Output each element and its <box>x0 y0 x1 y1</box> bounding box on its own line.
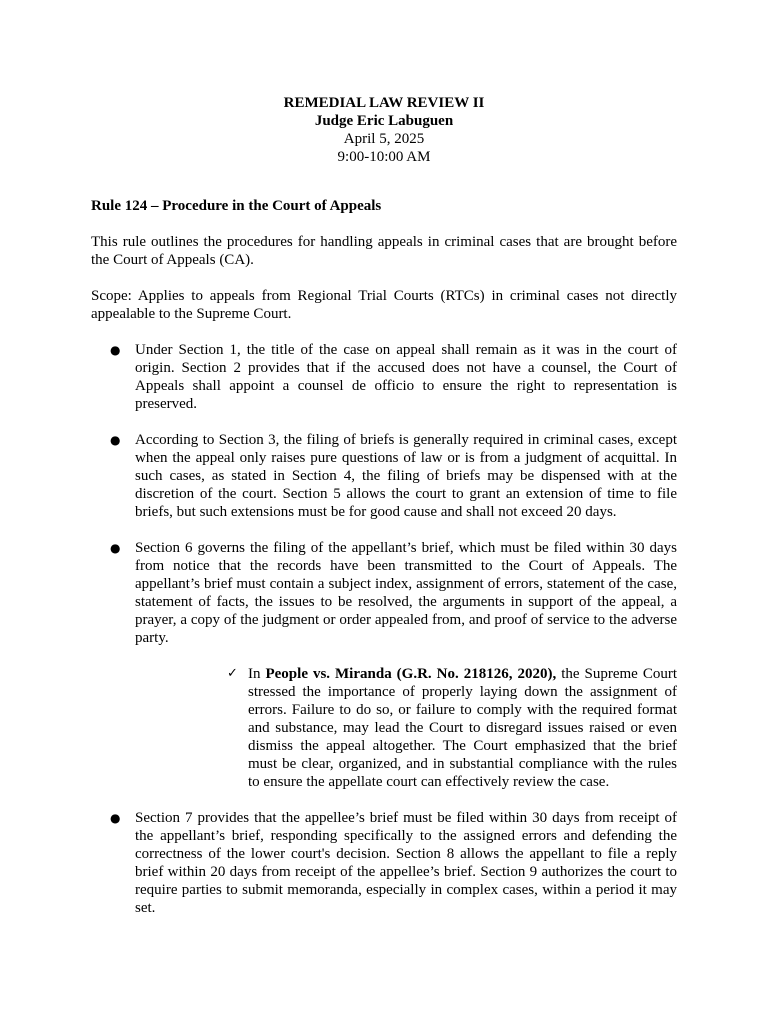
lecture-time: 9:00-10:00 AM <box>337 149 431 165</box>
judge-name: Judge Eric Labuguen <box>314 113 454 129</box>
list-item-text: Under Section 1, the title of the case on appeal shall remain as it was in the court of origin. Section 2 provides that if the accused does not have a counsel, the Court of Appeals shall appoint a counsel de officio to ensure the right to representation is preserved. <box>135 342 677 412</box>
case-note-text: the Supreme Court stressed the importance of properly laying down the assignment of errors. Failure to do so, or failure to comply with the required format and substance, may lead the Court to disregard issues raised or even dismiss the appeal altogether. The Court emphasized that the brief must be clear, organized, and in substantial compliance with the rules to ensure the appellate court can effectively review the case. <box>248 666 677 790</box>
list-item <box>91 809 677 917</box>
section-title: Rule 124 – Procedure in the Court of Appeals <box>91 198 382 214</box>
list-item-text: Section 6 governs the filing of the appellant’s brief, which must be filed within 30 days from notice that the records have been transmitted to the Court of Appeals. The appellant’s brief must contain a subject index, assignment of errors, statement of the case, statement of facts, the issues to be resolved, the arguments in support of the appeal, a prayer, a copy of the judgment or order appealed from, and proof of service to the adverse party. <box>135 540 677 646</box>
list-item <box>91 341 677 413</box>
checkmark-icon: ✓ <box>227 666 238 681</box>
lecture-date: April 5, 2025 <box>343 131 425 147</box>
document-page <box>91 94 677 935</box>
list-item-text: Section 7 provides that the appellee’s brief must be filed within 30 days from receipt of the appellant’s brief, responding specifically to the assigned errors and defending the correctness of the lower court's decision. Section 8 allows the appellant to file a reply brief within 20 days from receipt of the appellee’s brief. Section 9 authorizes the court to require parties to submit memoranda, especially in complex cases, within a period it may set. <box>135 810 677 916</box>
list-item <box>91 431 677 521</box>
intro-paragraph: This rule outlines the procedures for handling appeals in criminal cases that are brought before the Court of Appeals (CA). <box>91 234 677 268</box>
case-note-prefix: In <box>248 666 266 682</box>
document-header <box>91 94 677 166</box>
list-item <box>91 539 677 791</box>
list-item-text: According to Section 3, the filing of briefs is generally required in criminal cases, except when the appeal only raises pure questions of law or is from a judgment of acquittal. In such cases, as stated in Section 4, the filing of briefs may be dispensed with at the discretion of the court. Section 5 allows the court to grant an extension of time to file briefs, but such extensions must be for good cause and shall not exceed 20 days. <box>135 432 677 520</box>
bullet-icon: ● <box>110 541 121 555</box>
bullet-icon: ● <box>110 433 121 447</box>
bullet-list <box>91 341 677 917</box>
course-title: REMEDIAL LAW REVIEW II <box>283 95 485 111</box>
case-note <box>227 665 677 791</box>
bullet-icon: ● <box>110 343 121 357</box>
scope-paragraph: Scope: Applies to appeals from Regional Trial Courts (RTCs) in criminal cases not directly appealable to the Supreme Court. <box>91 288 677 322</box>
bullet-icon: ● <box>110 811 121 825</box>
case-citation: People vs. Miranda (G.R. No. 218126, 2020), <box>265 666 557 682</box>
